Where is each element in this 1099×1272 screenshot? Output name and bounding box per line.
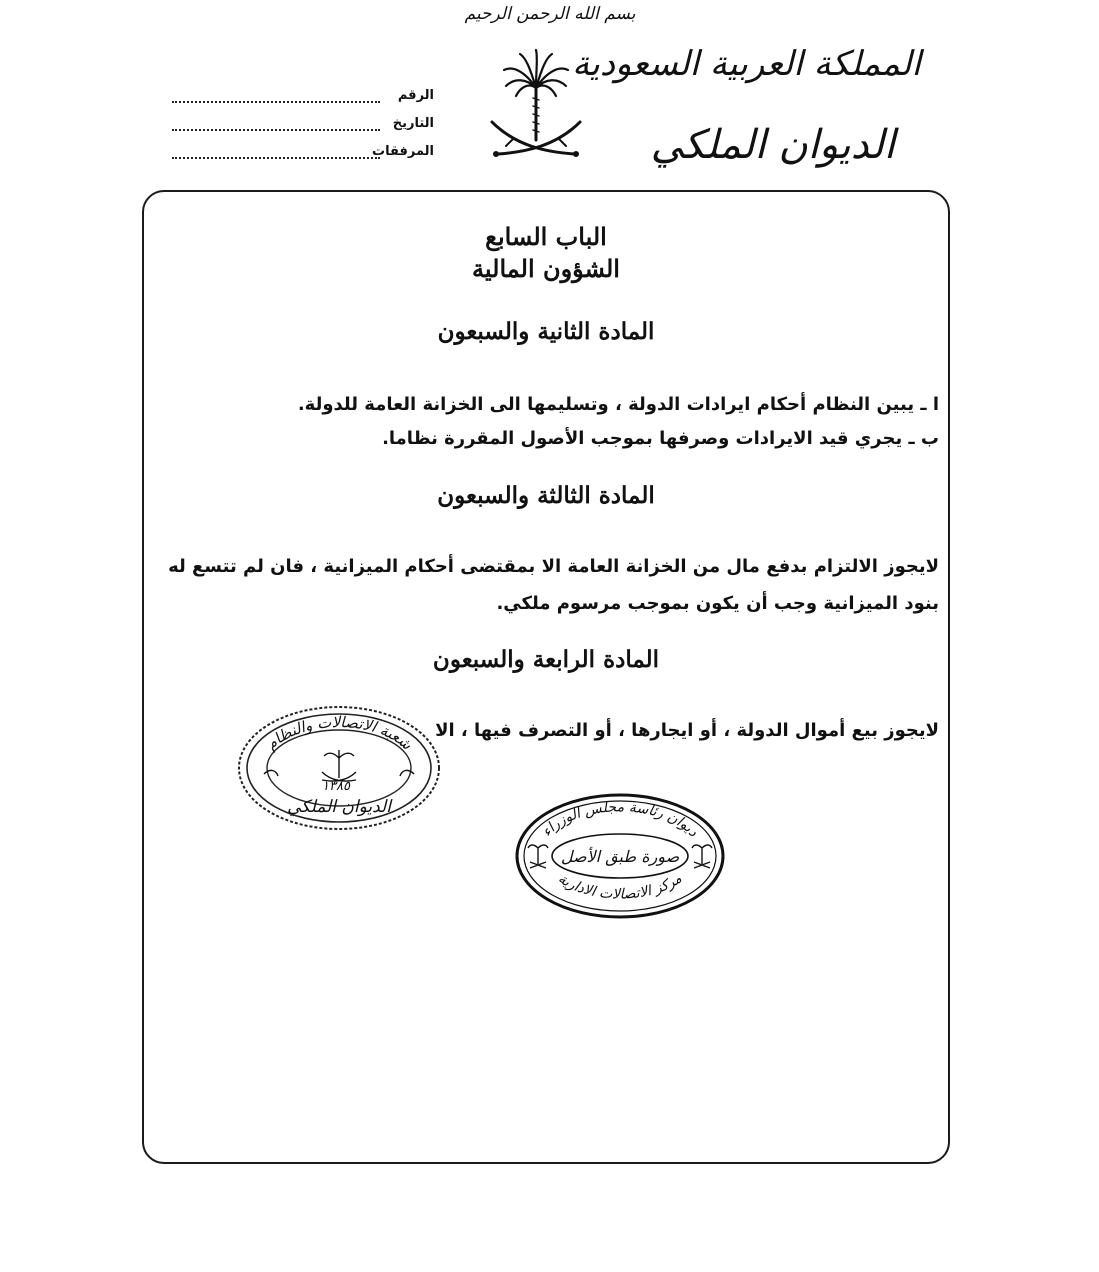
chapter-number: الباب السابع [485, 222, 607, 251]
cabinet-seal-ring-text: ديوان رئاسة مجلس الوزراء [538, 799, 702, 841]
attachments-label: المرفقات [372, 144, 434, 159]
cabinet-seal-bottom-text: مركز الاتصالات الادارية [555, 870, 685, 903]
article-73-line-2: بنود الميزانية وجب أن يكون بموجب مرسوم ملكي. [496, 593, 939, 614]
basmala: بسم الله الرحمن الرحيم [464, 4, 636, 24]
article-74-line-1: لايجوز بيع أموال الدولة ، أو ايجارها ، أو التصرف فيها ، الا [435, 720, 939, 741]
cabinet-seal-center-text: صورة طبق الأصل [560, 847, 680, 866]
cabinet-seal-icon [514, 792, 726, 920]
date-field [172, 116, 434, 136]
article-73-line-1: لايجوز الالتزام بدفع مال من الخزانة العامة الا بمقتضى أحكام الميزانية ، فان لم تتسع له [168, 556, 939, 577]
royal-court-seal-icon [236, 704, 442, 832]
kingdom-name: المملكة العربية السعودية [572, 44, 921, 84]
article-73-title: المادة الثالثة والسبعون [437, 482, 655, 509]
date-label: التاريخ [392, 116, 434, 131]
reference-number-label: الرقم [397, 88, 434, 103]
royal-court-seal-center-text: الديوان الملكي [287, 797, 391, 817]
article-72-clause-a: ا ـ يبين النظام أحكام ايرادات الدولة ، وتسليمها الى الخزانة العامة للدولة. [297, 394, 939, 415]
article-72-clause-b: ب ـ يجري قيد الايرادات وصرفها بموجب الأصول المقررة نظاما. [382, 428, 939, 449]
reference-number-field [172, 88, 434, 108]
article-72-title: المادة الثانية والسبعون [437, 318, 655, 345]
attachments-field [172, 144, 434, 164]
royal-court-name: الديوان الملكي [650, 122, 895, 168]
palm-and-swords-emblem-icon [486, 48, 586, 166]
chapter-title: الشؤون المالية [472, 254, 620, 283]
royal-court-seal-ring-text: شعبة الاتصالات والنظام [262, 713, 416, 754]
article-74-title: المادة الرابعة والسبعون [432, 646, 660, 673]
royal-court-seal-year: ١٣٨٥ [322, 779, 350, 794]
